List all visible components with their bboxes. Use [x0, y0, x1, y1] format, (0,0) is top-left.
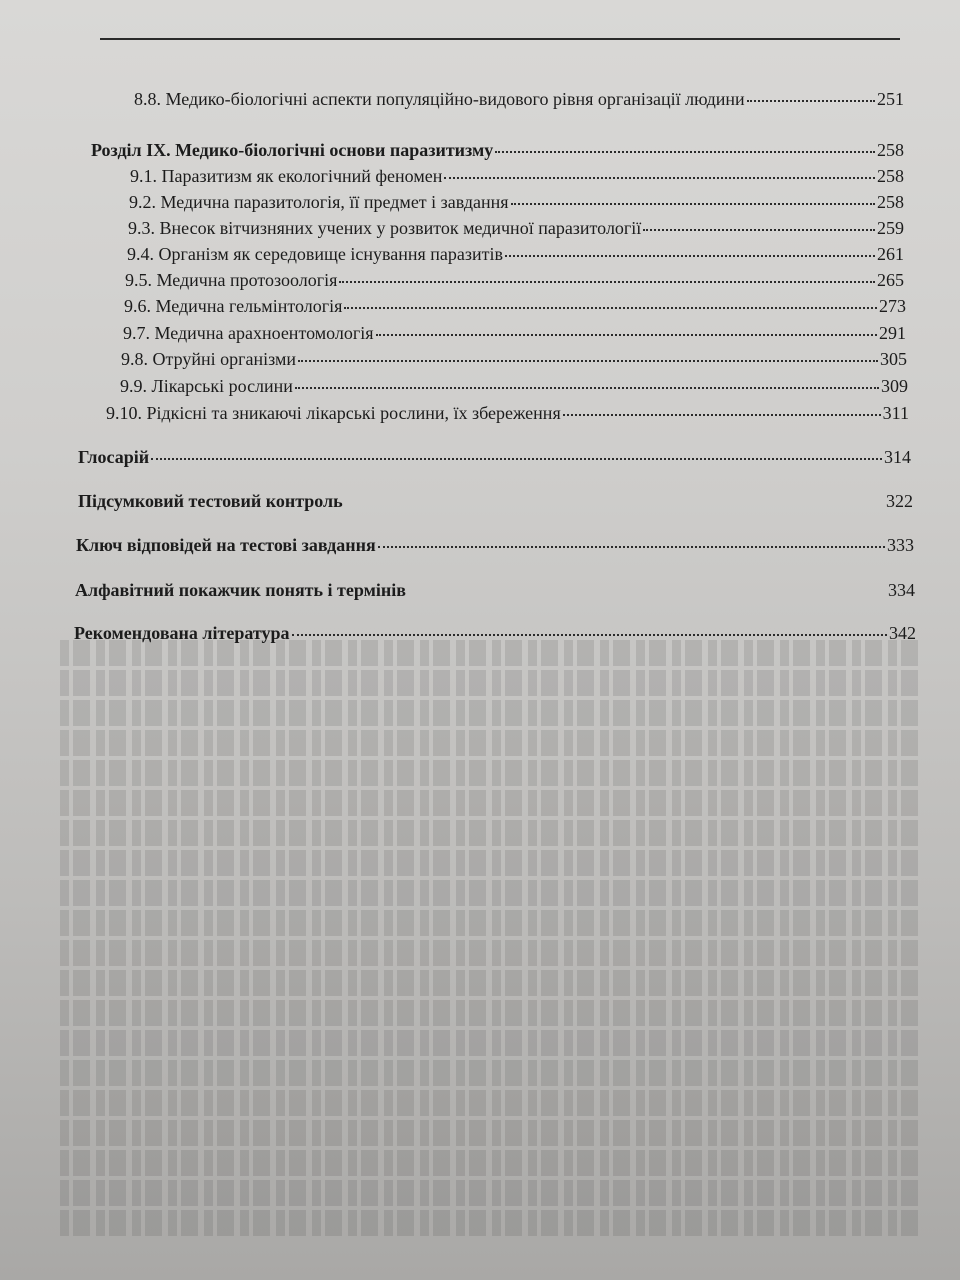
- toc-entry-8-8: [134, 88, 904, 110]
- toc-entry-9-10: [106, 402, 909, 424]
- toc-entry-title: 9.6. Медична гельмінтологія: [124, 296, 343, 316]
- toc-entry-title: 9.4. Організм як середовище існування паразитів: [127, 244, 504, 264]
- toc-entry-9-9: [120, 375, 908, 397]
- toc-entry-page: 261: [877, 244, 904, 264]
- toc-leader-dots: [563, 414, 881, 416]
- toc-entry-title: Розділ IX. Медико-біологічні основи паразитизму: [91, 140, 494, 160]
- toc-entry-page: 258: [877, 192, 904, 212]
- toc-entry-9-4: [127, 243, 904, 265]
- toc-final-test: [78, 490, 913, 512]
- toc-entry-9-6: [124, 295, 906, 317]
- toc-entry-page: 258: [877, 166, 904, 186]
- toc-leader-dots: [378, 546, 885, 548]
- toc-entry-page: 334: [888, 580, 915, 600]
- toc-entry-9-5: [125, 269, 904, 291]
- toc-leader-dots: [292, 634, 888, 636]
- toc-glossary: [78, 446, 911, 468]
- toc-entry-title: 9.3. Внесок вітчизняних учених у розвиток медичної паразитології: [128, 218, 642, 238]
- toc-entry-9-1: [130, 165, 904, 187]
- toc-entry-9-7: [123, 322, 906, 344]
- toc-leader-dots: [376, 334, 877, 336]
- toc-index: [75, 579, 915, 601]
- toc-leader-dots: [298, 360, 878, 362]
- toc-entry-title: 9.9. Лікарські рослини: [120, 376, 293, 396]
- toc-answer-key: [76, 534, 914, 556]
- toc-entry-title: 9.2. Медична паразитологія, її предмет і завдання: [129, 192, 509, 212]
- toc-entry-title: 8.8. Медико-біологічні аспекти популяційно-видового рівня організації людини: [134, 89, 745, 109]
- header-rule: [100, 38, 900, 40]
- toc-leader-dots: [295, 387, 879, 389]
- toc-leader-dots: [643, 229, 875, 231]
- toc-entry-page: 251: [877, 89, 904, 109]
- toc-entry-page: 314: [884, 447, 911, 467]
- toc-leader-dots: [151, 458, 882, 460]
- toc-entry-title: Глосарій: [78, 447, 150, 467]
- toc-leader-dots: [339, 281, 875, 283]
- toc-entry-page: 258: [877, 140, 904, 160]
- toc-leader-dots: [495, 151, 875, 153]
- toc-entry-page: 259: [877, 218, 904, 238]
- toc-entry-page: 265: [877, 270, 904, 290]
- toc-entry-9-2: [129, 191, 904, 213]
- toc-entry-title: Алфавітний покажчик понять і термінів: [75, 580, 406, 600]
- toc-references: [74, 622, 916, 644]
- toc-leader-dots: [444, 177, 875, 179]
- toc-entry-9-3: [128, 217, 904, 239]
- toc-leader-dots: [505, 255, 875, 257]
- toc-entry-page: 273: [879, 296, 906, 316]
- toc-entry-page: 322: [886, 491, 913, 511]
- toc-entry-title: 9.1. Паразитизм як екологічний феномен: [130, 166, 443, 186]
- toc-entry-page: 309: [881, 376, 908, 396]
- toc-entry-page: 305: [880, 349, 907, 369]
- toc-entry-title: Ключ відповідей на тестові завдання: [76, 535, 376, 555]
- toc-entry-page: 342: [889, 623, 916, 643]
- toc-entry-page: 333: [887, 535, 914, 555]
- toc-leader-dots: [747, 100, 875, 102]
- toc-section-ix: [91, 139, 904, 161]
- toc-leader-dots: [344, 307, 877, 309]
- toc-entry-page: 311: [882, 403, 909, 423]
- toc-entry-title: Підсумковий тестовий контроль: [78, 491, 343, 511]
- toc-leader-dots: [511, 203, 875, 205]
- toc-entry-title: 9.7. Медична арахноентомологія: [123, 323, 374, 343]
- toc-entry-title: 9.8. Отруйні організми: [121, 349, 296, 369]
- toc-entry-9-8: [121, 348, 907, 370]
- toc-entry-title: Рекомендована література: [74, 623, 290, 643]
- toc-entry-page: 291: [879, 323, 906, 343]
- toc-entry-title: 9.10. Рідкісні та зникаючі лікарські рослини, їх збереження: [106, 403, 561, 423]
- bleed-through-text: [60, 640, 920, 1260]
- toc-entry-title: 9.5. Медична протозоологія: [125, 270, 338, 290]
